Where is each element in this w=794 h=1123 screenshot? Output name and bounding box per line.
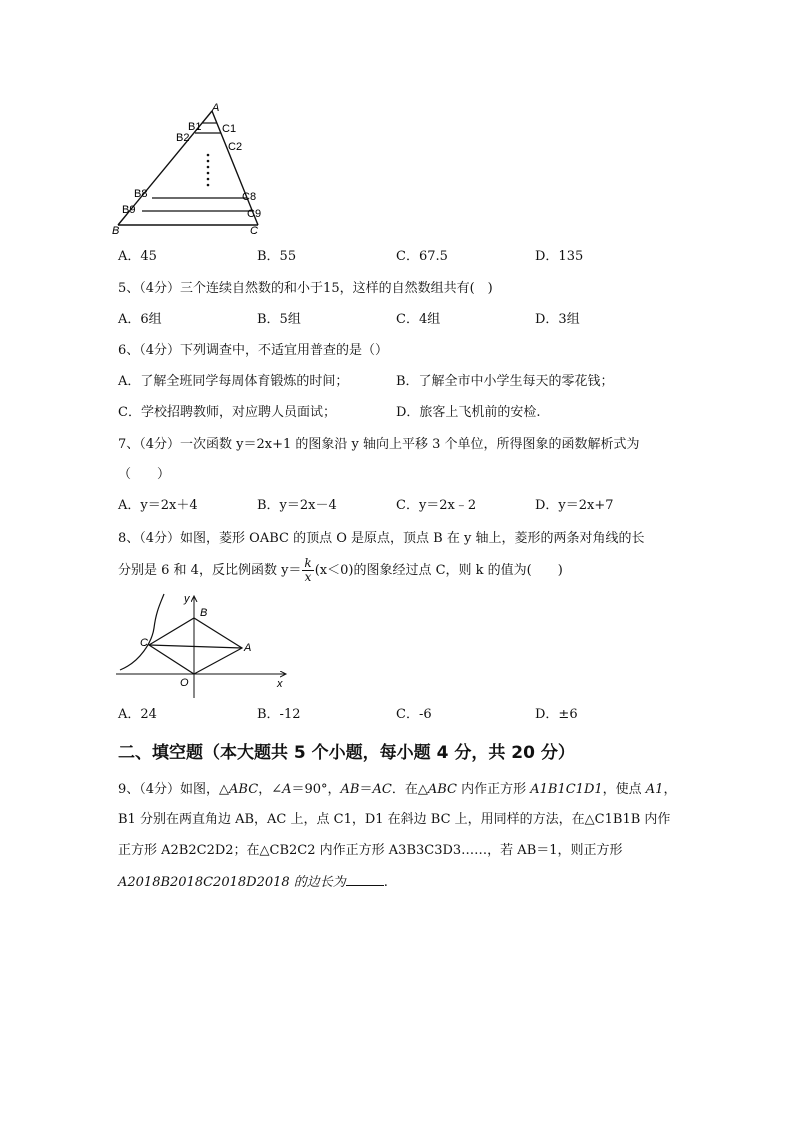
q6-stem: 6、（4分）下列调查中，不适宜用普查的是（）: [118, 343, 389, 358]
q8-stem-line1: 8、（4分）如图，菱形 OABC 的顶点 O 是原点，顶点 B 在 y 轴上，菱形的两条对角线的长: [118, 531, 645, 546]
q8-fraction-denominator: x: [304, 570, 312, 584]
q4-option-c: C．67.5: [396, 249, 448, 264]
label-B1: B1: [188, 121, 202, 133]
q9-text-a: 9、（4分）如图，△: [118, 782, 230, 797]
q7-option-a: A．y＝2x＋4: [118, 498, 198, 513]
q6-option-d: D．旅客上飞机前的安检.: [396, 405, 541, 420]
vertical-dots: [207, 154, 210, 187]
q5-stem: 5、（4分）三个连续自然数的和小于15，这样的自然数组共有( ): [118, 281, 493, 296]
q4-option-a: A．45: [118, 249, 157, 264]
q9-answer-blank[interactable]: [346, 873, 384, 886]
q5-option-a: A．6组: [118, 312, 162, 327]
label-B9: B9: [122, 204, 136, 216]
label-C9: C9: [247, 208, 262, 220]
label-C8: C8: [242, 191, 257, 203]
label-y: y: [184, 593, 190, 605]
q8-fraction-numerator: k: [304, 556, 312, 570]
q8-fraction: [302, 557, 313, 584]
q9-text-g: ，: [663, 782, 677, 797]
q8-option-d: D．±6: [535, 707, 578, 722]
q9-square-1: A1B1C1D1: [530, 782, 603, 797]
q9-text-f: ，使点: [602, 782, 646, 797]
q9-text-c: ＝90°，: [291, 782, 341, 797]
hyperbola-curve: [120, 594, 164, 670]
label-B: B: [112, 225, 120, 237]
q8-option-c: C．-6: [396, 707, 432, 722]
q7-option-c: C．y＝2x﹣2: [396, 498, 477, 513]
label-C1: C1: [222, 123, 237, 135]
q9-abc: ABC: [229, 782, 259, 797]
q9-line4: [118, 873, 388, 892]
q6-option-b: B．了解全市中小学生每天的零花钱；: [396, 374, 614, 389]
label-B8: B8: [134, 188, 148, 200]
q7-option-b: B．y＝2x－4: [257, 498, 337, 513]
label-B-fig2: B: [200, 607, 208, 619]
label-A-fig2: A: [244, 642, 252, 654]
label-x: x: [277, 678, 283, 690]
label-O: O: [180, 677, 189, 689]
q9-text-b: ，∠: [258, 782, 283, 797]
diagonal-ca: [149, 645, 242, 648]
q9-text-d: ．在△: [391, 782, 428, 797]
q8-stem-text-b: (x＜0)的图象经过点 C，则 k 的值为( ): [314, 563, 563, 578]
q8-option-a: A．24: [118, 707, 157, 722]
q7-stem-line2: （ ）: [118, 467, 171, 482]
q5-option-b: B．5组: [257, 312, 301, 327]
label-B2: B2: [176, 132, 190, 144]
q9-line3: 正方形 A2B2C2D2；在△CB2C2 内作正方形 A3B3C3D3……，若 AB＝1，则正方形: [118, 843, 623, 858]
q5-option-c: C．4组: [396, 312, 441, 327]
q8-stem-text-a: 分别是 6 和 4，反比例函数 y＝: [118, 563, 302, 578]
q6-option-a: A．了解全班同学每周体育锻炼的时间；: [118, 374, 349, 389]
rhombus-figure: [112, 590, 292, 700]
q9-line1: [118, 781, 676, 799]
q7-stem-line1: 7、（4分）一次函数 y＝2x+1 的图象沿 y 轴向上平移 3 个单位，所得图象的函数解析式为: [118, 437, 640, 452]
q9-target-square: A2018B2018C2018D2018 的边长为: [118, 875, 346, 890]
q9-ac: AC: [372, 782, 392, 797]
q7-option-d: D．y＝2x+7: [535, 498, 614, 513]
q9-line2: B1 分别在两直角边 AB，AC 上，点 C1，D1 在斜边 BC 上，用同样的方法，在△C1B1B 内作: [118, 812, 671, 827]
label-C-fig2: C: [140, 637, 148, 649]
q8-stem-line2: [118, 556, 563, 586]
q9-angle-a: A: [282, 782, 292, 797]
q9-a1: A1: [645, 782, 664, 797]
q9-abc-2: ABC: [427, 782, 457, 797]
q6-option-c: C．学校招聘教师，对应聘人员面试；: [118, 405, 336, 420]
q9-text-e: 内作正方形: [456, 782, 531, 797]
q9-ab: AB: [340, 782, 360, 797]
q9-period: .: [383, 875, 388, 890]
q8-option-b: B．-12: [257, 707, 301, 722]
label-C2: C2: [228, 141, 243, 153]
q4-option-b: B．55: [257, 249, 297, 264]
label-C: C: [250, 225, 258, 237]
section-2-heading: 二、填空题（本大题共 5 个小题，每小题 4 分，共 20 分）: [118, 743, 575, 763]
triangle-figure: [110, 100, 270, 238]
label-A: A: [212, 102, 220, 114]
q9-eq: ＝: [359, 782, 373, 797]
q5-option-d: D．3组: [535, 312, 580, 327]
q4-option-d: D．135: [535, 249, 584, 264]
